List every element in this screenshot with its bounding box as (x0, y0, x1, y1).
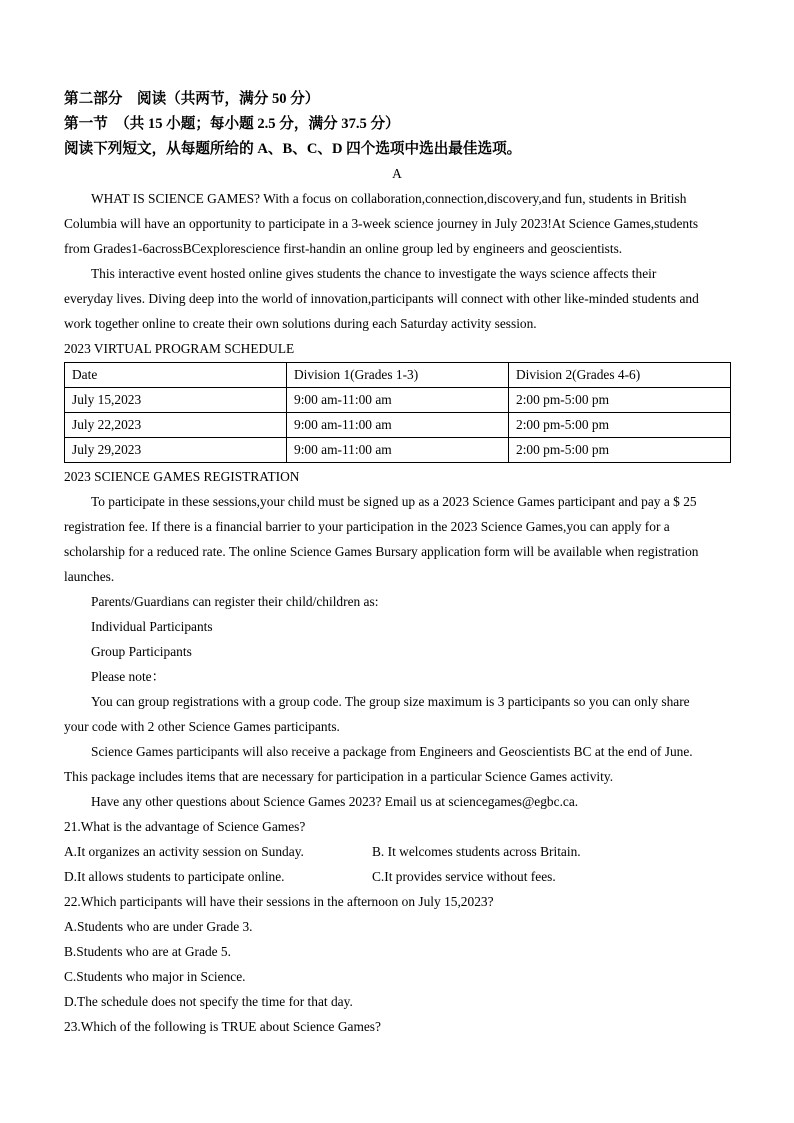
registration-title: 2023 SCIENCE GAMES REGISTRATION (64, 469, 300, 484)
question-21-stem: 21.What is the advantage of Science Games? (64, 819, 306, 834)
question-23-stem: 23.Which of the following is TRUE about Science Games? (64, 1019, 381, 1034)
question-22-option-a: A.Students who are under Grade 3. (64, 919, 253, 934)
table-cell: 9:00 am-11:00 am (287, 438, 509, 463)
paragraph-9-line-1: Science Games participants will also receive a package from Engineers and Geoscientists BC at the end of June. (91, 744, 693, 759)
table-header-cell: Date (65, 363, 287, 388)
question-21-option-c: C.It provides service without fees. (372, 869, 556, 884)
paragraph-2-line-1: This interactive event hosted online gives students the chance to investigate the ways science affects their (91, 266, 657, 281)
table-header-cell: Division 1(Grades 1-3) (287, 363, 509, 388)
paragraph-4: Parents/Guardians can register their child/children as: (91, 594, 379, 609)
table-row (65, 388, 731, 413)
table-row (65, 438, 731, 463)
paragraph-1-line-3: from Grades1-6acrossBCexplorescience first-handin an online group led by engineers and geoscientists. (64, 241, 623, 256)
question-22-option-d: D.The schedule does not specify the time for that day. (64, 994, 353, 1009)
instruction: 阅读下列短文，从每题所给的 A、B、C、D 四个选项中选出最佳选项。 (64, 141, 522, 157)
paragraph-7: Please note： (91, 669, 166, 684)
question-22-stem: 22.Which participants will have their sessions in the afternoon on July 15,2023? (64, 894, 494, 909)
paragraph-3-line-2: registration fee. If there is a financial barrier to your participation in the 2023 Science Games,you can apply for a (64, 519, 670, 534)
paragraph-2-line-2: everyday lives. Diving deep into the world of innovation,participants will connect with other like-minded students and (64, 291, 699, 306)
paragraph-3-line-1: To participate in these sessions,your child must be signed up as a 2023 Science Games participant and pay a $ 25 (91, 494, 697, 509)
table-cell: July 22,2023 (65, 413, 287, 438)
table-cell: 2:00 pm-5:00 pm (509, 438, 731, 463)
paragraph-5: Individual Participants (91, 619, 213, 634)
paragraph-8-line-1: You can group registrations with a group code. The group size maximum is 3 participants so you can only share (91, 694, 690, 709)
paragraph-8-line-2: your code with 2 other Science Games participants. (64, 719, 340, 734)
paragraph-3-line-4: launches. (64, 569, 115, 584)
paragraph-2-line-3: work together online to create their own solutions during each Saturday activity session. (64, 316, 537, 331)
schedule-table (64, 362, 731, 463)
part-title: 第二部分 阅读（共两节，满分 50 分） (64, 91, 320, 107)
question-22-option-b: B.Students who are at Grade 5. (64, 944, 231, 959)
table-cell: 2:00 pm-5:00 pm (509, 413, 731, 438)
question-21-option-a: A.It organizes an activity session on Sunday. (64, 844, 304, 859)
section-title: 第一节 （共 15 小题；每小题 2.5 分，满分 37.5 分） (64, 116, 400, 132)
table-cell: 9:00 am-11:00 am (287, 413, 509, 438)
table-cell: July 29,2023 (65, 438, 287, 463)
question-21-option-b: B. It welcomes students across Britain. (372, 844, 581, 859)
table-header-row (65, 363, 731, 388)
schedule-title: 2023 VIRTUAL PROGRAM SCHEDULE (64, 341, 295, 356)
paragraph-10: Have any other questions about Science Games 2023? Email us at sciencegames@egbc.ca. (91, 794, 579, 809)
passage-label: A (392, 166, 402, 181)
paragraph-3-line-3: scholarship for a reduced rate. The online Science Games Bursary application form will be available when registration (64, 544, 699, 559)
paragraph-6: Group Participants (91, 644, 192, 659)
table-cell: July 15,2023 (65, 388, 287, 413)
question-22-option-c: C.Students who major in Science. (64, 969, 246, 984)
table-cell: 2:00 pm-5:00 pm (509, 388, 731, 413)
paragraph-1-line-1: WHAT IS SCIENCE GAMES? With a focus on collaboration,connection,discovery,and fun, students in British (91, 191, 687, 206)
table-header-cell: Division 2(Grades 4-6) (509, 363, 731, 388)
paragraph-9-line-2: This package includes items that are necessary for participation in a particular Science Games activity. (64, 769, 614, 784)
paragraph-1-line-2: Columbia will have an opportunity to participate in a 3-week science journey in July 2023!At Science Games,students (64, 216, 699, 231)
question-21-option-d: D.It allows students to participate online. (64, 869, 285, 884)
table-cell: 9:00 am-11:00 am (287, 388, 509, 413)
table-row (65, 413, 731, 438)
